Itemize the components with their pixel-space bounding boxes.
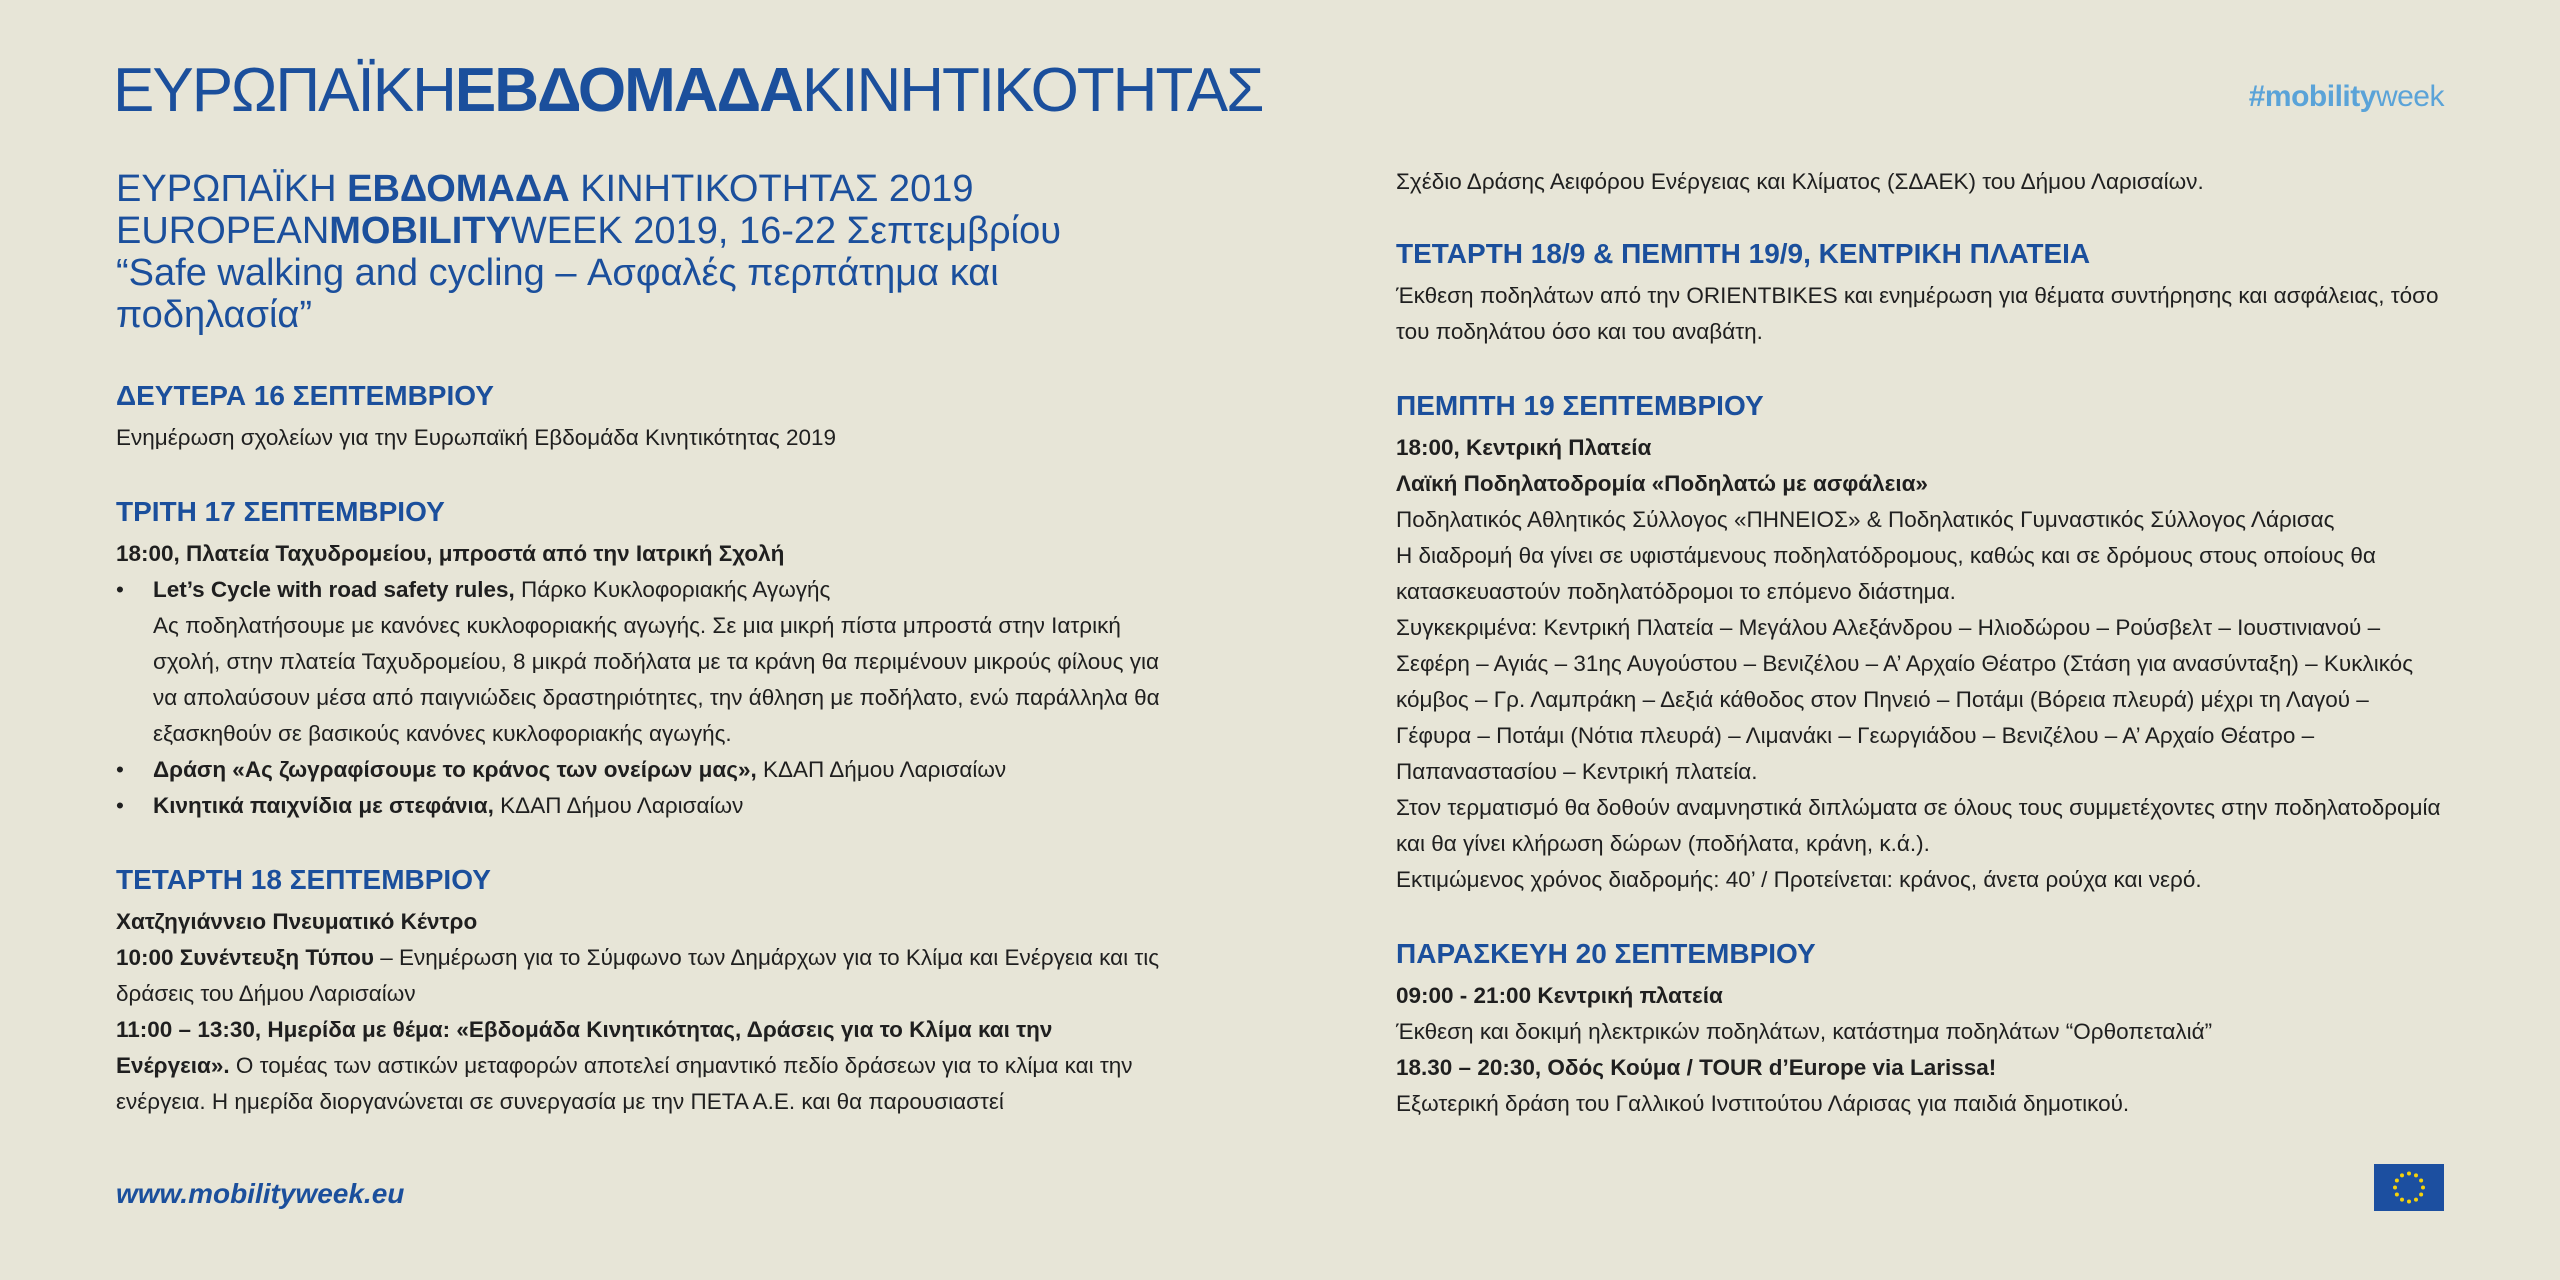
eu-star-icon	[2421, 1186, 2425, 1190]
wednesday-day-event	[116, 1012, 1161, 1120]
friday-heading: ΠΑΡΑΣΚΕΥΗ 20 ΣΕΠΤΕΜΒΡΙΟΥ	[1396, 938, 1816, 969]
eu-flag-icon	[2374, 1164, 2444, 1211]
right-column	[1396, 164, 2446, 1158]
monday-heading: ΔΕΥΤΕΡΑ 16 ΣΕΠΤΕΜΒΡΙΟΥ	[116, 380, 494, 411]
tuesday-item-1-bold: Let’s Cycle with road safety rules,	[153, 577, 515, 602]
thursday-section	[1396, 386, 2446, 898]
friday-tour-text: Εξωτερική δράση του Γαλλικού Ινστιτούτου Λάρισας για παιδιά δημοτικού.	[1396, 1091, 2130, 1116]
tuesday-item-2-bold: Δράση «Ας ζωγραφίσουμε το κράνος των ονείρων μας»,	[153, 757, 757, 782]
banner-part-2: ΕΒΔΟΜΑΔΑ	[454, 56, 802, 125]
bullet-icon: •	[116, 577, 124, 602]
thursday-route: Συγκεκριμένα: Κεντρική Πλατεία – Μεγάλου Αλεξάνδρου – Ηλιοδώρου – Ρούσβελτ – Ιουστινιανού – Σεφέρη – Αγιάς – 31ης Αυγούστου – Βενιζέλου – Α’ Αρχαίο Θέατρο (Στάση για ανασύνταξη) – Κυκλικός κόμβος – Γρ. Λαμπράκη – Δεξιά κάθοδος στον Πηνειό – Ποτάμι (Βόρεια πλευρά) μέχρι τη Λαγού – Γέφυρα – Ποτάμι (Νότια πλευρά) – Λιμανάκι – Γεωργιάδου – Βενιζέλου – Α’ Αρχαίο Θέατρο – Παπαναστασίου – Κεντρική πλατεία.	[1396, 615, 2414, 784]
thursday-duration: Εκτιμώμενος χρόνος διαδρομής: 40’ / Προτείνεται: κράνος, άνετα ρούχα και νερό.	[1396, 867, 2202, 892]
eu-flag-svg	[2374, 1164, 2444, 1211]
wednesday-section	[116, 860, 1161, 1120]
tuesday-item-3-bold: Κινητικά παιχνίδια με στεφάνια,	[153, 793, 494, 818]
eu-star-icon	[2407, 1200, 2411, 1204]
banner-part-1: ΕΥΡΩΠΑΪΚΗ	[113, 56, 455, 125]
list-item	[116, 788, 1161, 824]
tuesday-heading: ΤΡΙΤΗ 17 ΣΕΠΤΕΜΒΡΙΟΥ	[116, 496, 445, 527]
wednesday-press	[116, 940, 1161, 1012]
eu-star-icon	[2400, 1198, 2404, 1202]
banner-title	[113, 54, 1262, 128]
thursday-heading: ΠΕΜΠΤΗ 19 ΣΕΠΤΕΜΒΡΙΟΥ	[1396, 390, 1764, 421]
title-line-1-a: ΕΥΡΩΠΑΪΚΗ	[116, 168, 348, 210]
friday-section	[1396, 934, 2446, 1122]
friday-tour-bold: 18.30 – 20:30, Οδός Κούμα / TOUR d’Europe via Larissa!	[1396, 1055, 1997, 1080]
hashtag-suffix: week	[2375, 80, 2444, 113]
hashtag	[2249, 80, 2444, 114]
title-line-2-a: EUROPEAN	[116, 210, 330, 252]
tuesday-item-2-rest: ΚΔΑΠ Δήμου Λαρισαίων	[756, 757, 1007, 782]
thursday-organizers: Ποδηλατικός Αθλητικός Σύλλογος «ΠΗΝΕΙΟΣ» & Ποδηλατικός Γυμναστικός Σύλλογος Λάρισας	[1396, 507, 2335, 532]
wednesday-day-rest: Ο τομέας των αστικών μεταφορών αποτελεί σημαντικό πεδίο δράσεων για το κλίμα και την ενέργεια. Η ημερίδα διοργανώνεται σε συνεργασία με την ΠΕΤΑ Α.Ε. και θα παρουσιαστεί	[116, 1053, 1133, 1114]
thursday-finish: Στον τερματισμό θα δοθούν αναμνηστικά διπλώματα σε όλους τους συμμετέχοντες στην ποδηλατοδρομία και θα γίνει κλήρωση δώρων (ποδήλατα, κράνη, κ.ά.).	[1396, 795, 2441, 856]
eu-star-icon	[2419, 1179, 2423, 1183]
list-item	[116, 572, 1161, 752]
eu-star-icon	[2395, 1179, 2399, 1183]
monday-section	[116, 376, 1161, 456]
friday-time-place: 09:00 - 21:00 Κεντρική πλατεία	[1396, 983, 1723, 1008]
wednesday-day-bold: 11:00 – 13:30, Ημερίδα με θέμα: «Εβδομάδα Κινητικότητας, Δράσεις για το Κλίμα και την Ενέργεια».	[116, 1017, 1053, 1078]
title-line-2-b: MOBILITY	[329, 210, 511, 252]
left-column	[116, 164, 1161, 1156]
wed-thu-text: Έκθεση ποδηλάτων από την ORIENTBIKES και ενημέρωση για θέματα συντήρησης και ασφάλειας, τόσο του ποδηλάτου όσο και του αναβάτη.	[1396, 283, 2439, 344]
eu-star-icon	[2419, 1193, 2423, 1197]
wed-thu-section	[1396, 234, 2446, 350]
wednesday-press-rest: – Ενημέρωση για το Σύμφωνο των Δημάρχων για το Κλίμα και Ενέργεια και τις δράσεις του Δήμου Λαρισαίων	[116, 945, 1160, 1006]
title-line-2	[116, 210, 1161, 252]
eu-star-icon	[2395, 1193, 2399, 1197]
tuesday-list	[116, 572, 1161, 824]
thursday-route-intro: Η διαδρομή θα γίνει σε υφιστάμενους ποδηλατόδρομους, καθώς και σε δρόμους στους οποίους θα κατασκευαστούν ποδηλατόδρομοι το επόμενο διάστημα.	[1396, 543, 2376, 604]
wednesday-continued	[1396, 164, 2446, 200]
banner-part-3: ΚΙΝΗΤΙΚΟΤΗΤΑΣ	[801, 56, 1263, 125]
title-line-2-c: WEEK 2019, 16-22 Σεπτεμβρίου	[510, 210, 1062, 252]
monday-text: Ενημέρωση σχολείων για την Ευρωπαϊκή Εβδομάδα Κινητικότητας 2019	[116, 425, 836, 450]
wednesday-press-bold: 10:00 Συνέντευξη Τύπου	[116, 945, 375, 970]
website-link[interactable]: www.mobilityweek.eu	[116, 1178, 405, 1209]
bullet-icon: •	[116, 757, 124, 782]
tuesday-section	[116, 492, 1161, 824]
tuesday-item-1-description: Ας ποδηλατήσουμε με κανόνες κυκλοφοριακής αγωγής. Σε μια μικρή πίστα μπροστά στην Ιατρική σχολή, στην πλατεία Ταχυδρομείου, 8 μικρά ποδήλατα με τα κράνη θα περιμένουν μικρούς φίλους για να απολαύσουν μέσα από παιγνιώδεις δραστηριότητες, την άθληση με ποδήλατο, ενώ παράλληλα θα εξασκηθούν σε βασικούς κανόνες κυκλοφοριακής αγωγής.	[153, 613, 1160, 746]
eu-star-icon	[2407, 1172, 2411, 1176]
title-line-1	[116, 168, 1161, 210]
hashtag-prefix: #mobility	[2248, 80, 2376, 113]
tuesday-item-3-rest: ΚΔΑΠ Δήμου Λαρισαίων	[493, 793, 744, 818]
thursday-time-place: 18:00, Κεντρική Πλατεία	[1396, 435, 1652, 460]
eu-star-icon	[2414, 1198, 2418, 1202]
eu-star-icon	[2393, 1186, 2397, 1190]
wednesday-continued-text: Σχέδιο Δράσης Αειφόρου Ενέργειας και Κλίματος (ΣΔΑΕΚ) του Δήμου Λαρισαίων.	[1396, 169, 2204, 194]
event-title	[116, 168, 1161, 336]
tuesday-item-1-rest: Πάρκο Κυκλοφοριακής Αγωγής	[514, 577, 831, 602]
eu-star-icon	[2414, 1173, 2418, 1177]
bullet-icon: •	[116, 793, 124, 818]
tuesday-time-place: 18:00, Πλατεία Ταχυδρομείου, μπροστά από την Ιατρική Σχολή	[116, 541, 785, 566]
eu-star-icon	[2400, 1173, 2404, 1177]
friday-exhibit: Έκθεση και δοκιμή ηλεκτρικών ποδηλάτων, κατάστημα ποδηλάτων “Ορθοπεταλιά”	[1396, 1019, 2213, 1044]
title-line-1-c: ΚΙΝΗΤΙΚΟΤΗΤΑΣ 2019	[569, 168, 974, 210]
list-item	[116, 752, 1161, 788]
wednesday-venue: Χατζηγιάννειο Πνευματικό Κέντρο	[116, 909, 478, 934]
thursday-event: Λαϊκή Ποδηλατοδρομία «Ποδηλατώ με ασφάλεια»	[1396, 471, 1928, 496]
title-line-3: “Safe walking and cycling – Ασφαλές περπάτημα και ποδηλασία”	[116, 252, 999, 336]
title-line-1-b: ΕΒΔΟΜΑΔΑ	[347, 168, 570, 210]
wednesday-heading: ΤΕΤΑΡΤΗ 18 ΣΕΠΤΕΜΒΡΙΟΥ	[116, 864, 491, 895]
wed-thu-heading: ΤΕΤΑΡΤΗ 18/9 & ΠΕΜΠΤΗ 19/9, ΚΕΝΤΡΙΚΗ ΠΛΑΤΕΙΑ	[1396, 238, 2091, 269]
